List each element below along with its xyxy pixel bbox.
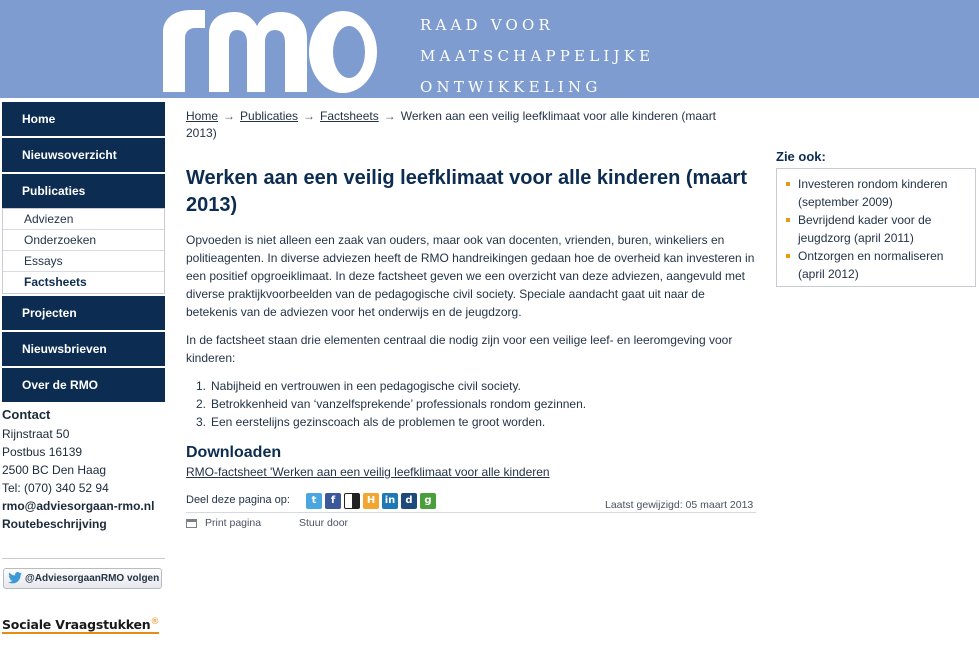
delicious-icon[interactable] (344, 493, 360, 509)
intro-paragraph: Opvoeden is niet alleen een zaak van ouders, maar ook van docenten, vrienden, buren, winkeliers en politieagenten. In diverse adviezen heeft de RMO handreikingen gedaan hoe de overheid kan investeren in een positief opgroeiklimaat. In deze factsheet geven we een overzicht van deze adviezen, aangevuld met diverse praktijkvoorbeelden van de pedagogische civil society. Speciale aandacht gaat uit naar de betekenis van de adviezen voor het onderwijs en de jeugdzorg. (186, 233, 755, 319)
breadcrumb-arrow-icon: → (223, 109, 236, 123)
content-divider (186, 512, 756, 513)
contact-block (2, 406, 165, 533)
rmo-logo[interactable] (157, 4, 379, 94)
page-title: Werken aan een veilig leefklimaat voor alle kinderen (maart 2013) (186, 167, 747, 216)
see-also-link-text: Ontzorgen en normaliseren (april 2012) (798, 249, 944, 281)
breadcrumb (186, 108, 746, 142)
nav-item-over-de-rmo[interactable]: Over de RMO (2, 368, 165, 402)
breadcrumb-current: Werken aan een veilig leefklimaat voor alle kinderen (maart 2013) (186, 109, 717, 140)
contact-email-link[interactable]: rmo@adviesorgaan-rmo.nl (2, 499, 155, 513)
twitter-follow-label: @AdviesorgaanRMO volgen (25, 573, 160, 584)
twitter-follow-button[interactable] (3, 568, 162, 589)
linkedin-icon[interactable]: in (382, 493, 398, 509)
site-tagline (420, 10, 654, 103)
list-item: 1. Nabijheid en vertrouwen in een pedagogische civil society. (196, 379, 521, 393)
google-icon[interactable]: g (420, 493, 436, 509)
publicaties-subnav (2, 208, 165, 294)
print-page-label: Print pagina (205, 517, 262, 529)
sv-logo-mark: ® (150, 617, 160, 627)
printer-icon (186, 519, 197, 528)
last-modified: Laatst gewijzigd: 05 maart 2013 (605, 499, 754, 511)
hyves-icon[interactable]: H (363, 493, 379, 509)
nav-item-projecten[interactable]: Projecten (2, 296, 165, 330)
breadcrumb-arrow-icon: → (383, 109, 396, 123)
breadcrumb-arrow-icon: → (303, 109, 316, 123)
digg-icon[interactable]: d (401, 493, 417, 509)
nav-item-home[interactable]: Home (2, 102, 165, 136)
tagline-line-2: MAATSCHAPPELIJKE (420, 47, 655, 65)
subnav-item-onderzoeken[interactable]: Onderzoeken (3, 230, 164, 251)
see-also-box (776, 168, 976, 287)
facebook-icon[interactable]: f (325, 493, 341, 509)
print-page-link[interactable] (186, 517, 261, 529)
breadcrumb-factsheets[interactable]: Factsheets (320, 109, 379, 123)
subnav-item-essays[interactable]: Essays (3, 251, 164, 272)
nav-item-nieuwsbrieven[interactable]: Nieuwsbrieven (2, 332, 165, 366)
elements-list (196, 377, 756, 431)
see-also-link-text: Bevrijdend kader voor de jeugdzorg (april 2011) (798, 213, 932, 245)
see-also-link-text: Investeren rondom kinderen (september 2009) (798, 177, 948, 209)
site-header (0, 0, 979, 98)
subnav-item-adviezen[interactable]: Adviezen (3, 209, 164, 230)
see-also-link[interactable] (798, 175, 967, 211)
route-link[interactable]: Routebeschrijving (2, 517, 107, 531)
see-also-link[interactable] (798, 211, 967, 247)
sociale-vraagstukken-logo[interactable] (2, 617, 159, 634)
main-navigation (2, 102, 165, 404)
nav-item-nieuwsoverzicht[interactable]: Nieuwsoverzicht (2, 138, 165, 172)
breadcrumb-publicaties[interactable]: Publicaties (240, 109, 299, 123)
list-item-text: Nabijheid en vertrouwen in een pedagogische civil society. (211, 379, 521, 393)
list-item-text: Betrokkenheid van ‘vanzelfsprekende’ professionals rondom gezinnen. (211, 397, 587, 411)
bullet-icon (786, 182, 790, 186)
tagline-line-1: RAAD VOOR (420, 16, 555, 34)
sv-logo-text: Sociale Vraagstukken (2, 617, 151, 633)
subnav-item-factsheets[interactable]: Factsheets (24, 275, 87, 289)
contact-address-postbus: Postbus 16139 (2, 445, 83, 459)
share-icons (306, 493, 436, 509)
contact-address-street: Rijnstraat 50 (2, 427, 70, 441)
see-also-title: Zie ook: (776, 149, 826, 164)
bullet-icon (786, 254, 790, 258)
see-also-link[interactable] (798, 247, 967, 283)
twitter-icon[interactable]: t (306, 493, 322, 509)
downloads-heading: Downloaden (186, 444, 282, 461)
share-label: Deel deze pagina op: (186, 494, 290, 506)
send-link[interactable]: Stuur door (299, 517, 349, 529)
bullet-icon (786, 218, 790, 222)
tagline-line-3: ONTWIKKELING (420, 78, 602, 96)
contact-address-city: 2500 BC Den Haag (2, 463, 107, 477)
list-item: 2. Betrokkenheid van ‘vanzelfsprekende’ professionals rondom gezinnen. (196, 397, 587, 411)
list-item: 3. Een eerstelijns gezinscoach als de problemen te groot worden. (196, 415, 546, 429)
breadcrumb-home[interactable]: Home (186, 109, 219, 123)
nav-item-publicaties[interactable]: Publicaties (2, 174, 165, 208)
elements-paragraph: In de factsheet staan drie elementen centraal die nodig zijn voor een veilige leef- en leeromgeving voor kinderen: (186, 333, 733, 365)
contact-title: Contact (2, 407, 51, 422)
factsheet-download-link[interactable]: RMO-factsheet 'Werken aan een veilig leefklimaat voor alle kinderen (186, 465, 550, 479)
contact-phone: Tel: (070) 340 52 94 (2, 481, 109, 495)
twitter-bird-icon (8, 572, 22, 584)
list-item-text: Een eerstelijns gezinscoach als de problemen te groot worden. (211, 415, 546, 429)
sidebar-divider (2, 558, 165, 559)
